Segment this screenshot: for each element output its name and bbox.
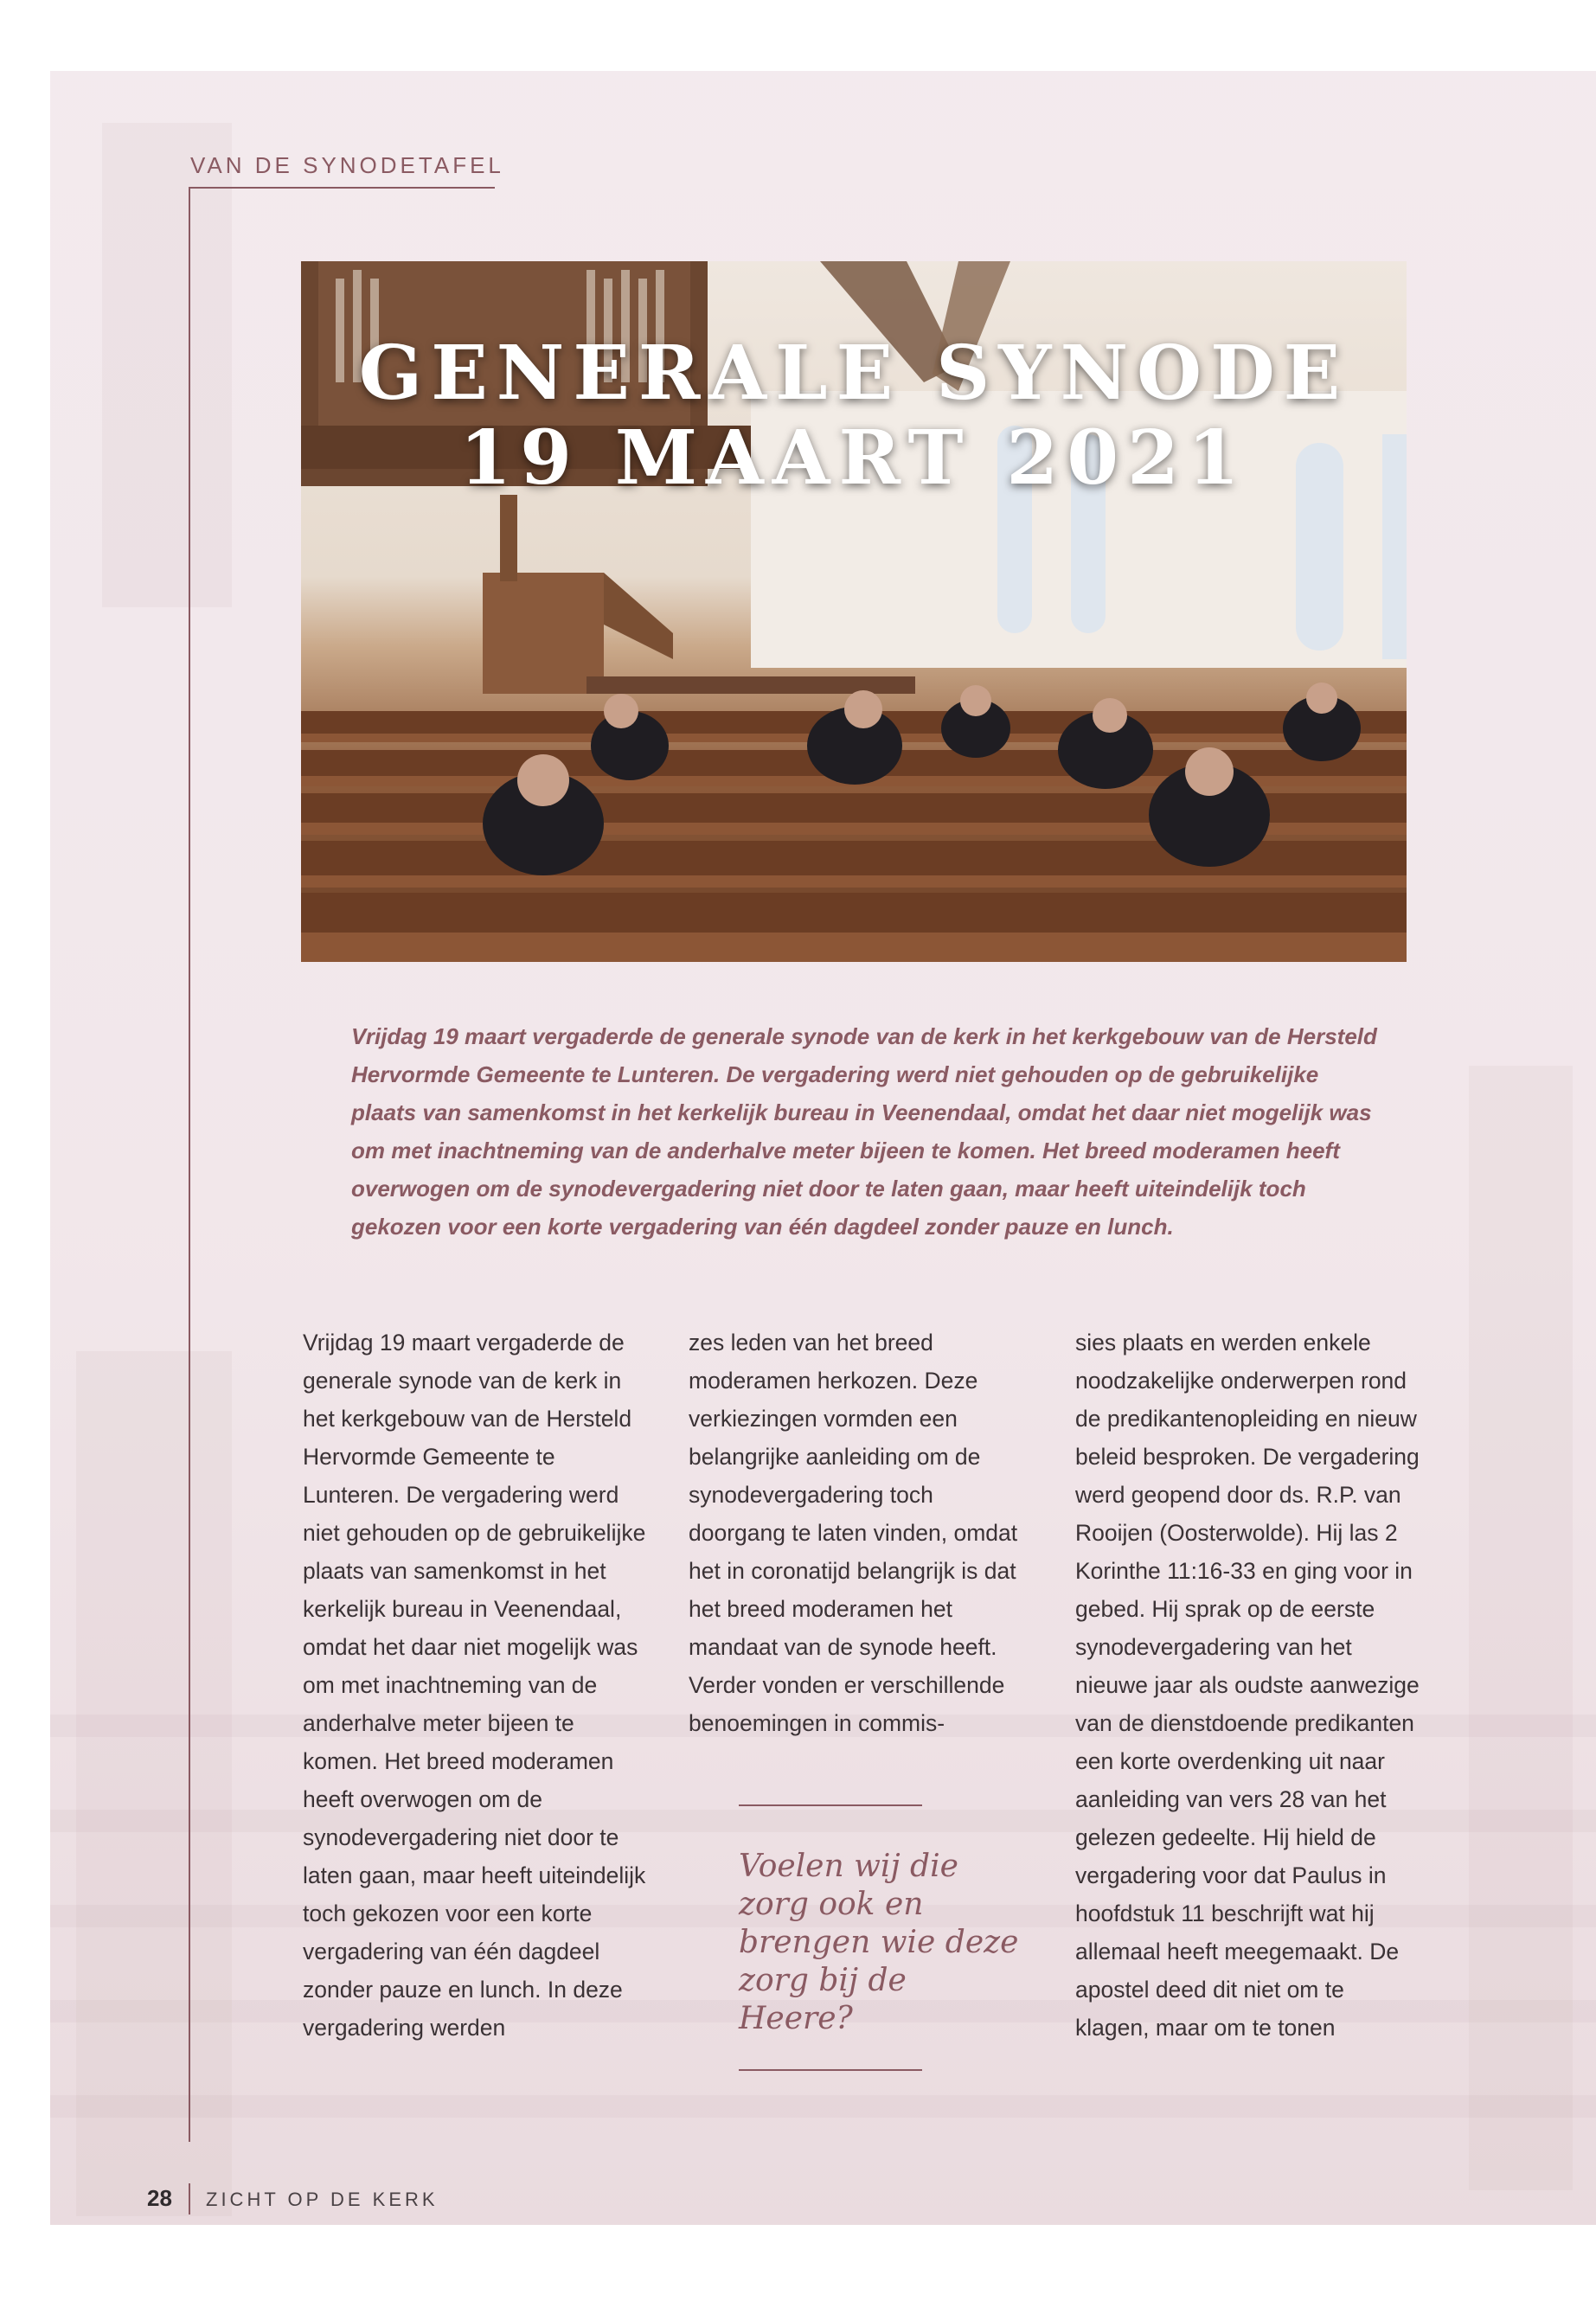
pull-quote: Voelen wij die zorg ook en brengen wie deze zorg bij de Heere? — [739, 1849, 1019, 2036]
page-number: 28 — [147, 2185, 172, 2211]
magazine-name: ZICHT OP DE KERK — [206, 2189, 439, 2210]
body-text-col1: Vrijdag 19 maart vergaderde de generale synode van de kerk in het kerkgebouw van de Hersteld Hervormde Gemeente te Lunteren. De vergadering werd niet gehouden op de gebruikelijke plaats van samenkomst in het kerkelijk bureau in Veenendaal, omdat het daar niet mogelijk was om met inachtneming van de anderhalve meter bijeen te komen. Het breed moderamen heeft overwogen om de synodevergadering niet door te laten gaan, maar heeft uiteindelijk toch gekozen voor een korte vergadering van één dagdeel zonder pauze en lunch. In deze vergadering werden — [303, 1330, 646, 2041]
margin-rule — [189, 187, 190, 2142]
intro-paragraph: Vrijdag 19 maart vergaderde de generale synode van de kerk in het kerkgebouw van de Hersteld Hervormde Gemeente te Lunteren. De vergadering werd niet gehouden op de gebruikelijke plaats van samenkomst in het kerkelijk bureau in Veenendaal, omdat het daar niet mogelijk was om met inachtneming van de anderhalve meter bijeen te komen. Het breed moderamen heeft overwogen om de synodevergadering niet door te laten gaan, maar heeft uiteindelijk toch gekozen voor een korte vergadering van één dagdeel zonder pauze en lunch. — [351, 1023, 1377, 1240]
background-pew — [50, 2095, 1596, 2118]
section-rule — [189, 187, 495, 189]
hero-title-line1: GENERALE SYNODE — [358, 330, 1349, 417]
section-label: VAN DE SYNODETAFEL — [190, 152, 504, 178]
hero-title-line2: 19 MAART 2021 — [459, 414, 1248, 502]
footer-separator — [189, 2183, 190, 2214]
background-pillar — [76, 1351, 232, 2216]
body-column-3 — [1075, 1324, 1421, 2047]
body-column-1 — [303, 1324, 649, 2047]
background-window — [102, 123, 232, 607]
body-column-2 — [689, 1324, 1035, 1742]
body-text-col3: sies plaats en werden enkele noodzakelijke onderwerpen rond de predikantenopleiding en nieuw beleid besproken. De vergadering werd geopend door ds. R.P. van Rooijen (Oosterwolde). Hij las 2 Korinthe 11:16-33 en ging voor in gebed. Hij sprak op de eerste synodevergadering van het nieuwe jaar als oudste aanwezige van de dienstdoende predikanten een korte overdenking uit naar aanleiding van vers 28 van het gelezen gedeelte. Hij hield de vergadering voor dat Paulus in hoofdstuk 11 beschrijft wat hij allemaal heeft meegemaakt. De apostel deed dit niet om te klagen, maar om te tonen — [1075, 1330, 1420, 2041]
quote-rule-top — [739, 1804, 922, 1806]
body-text-col2: zes leden van het breed moderamen herkozen. Deze verkiezingen vormden een belangrijke aanleiding om de synodevergadering toch doorgang te laten vinden, omdat het in coronatijd belangrijk is dat het breed moderamen het mandaat van de synode heeft. Verder vonden er verschillende benoemingen in commis- — [689, 1330, 1018, 1736]
hero-photo — [301, 261, 1407, 962]
quote-rule-bottom — [739, 2069, 922, 2071]
